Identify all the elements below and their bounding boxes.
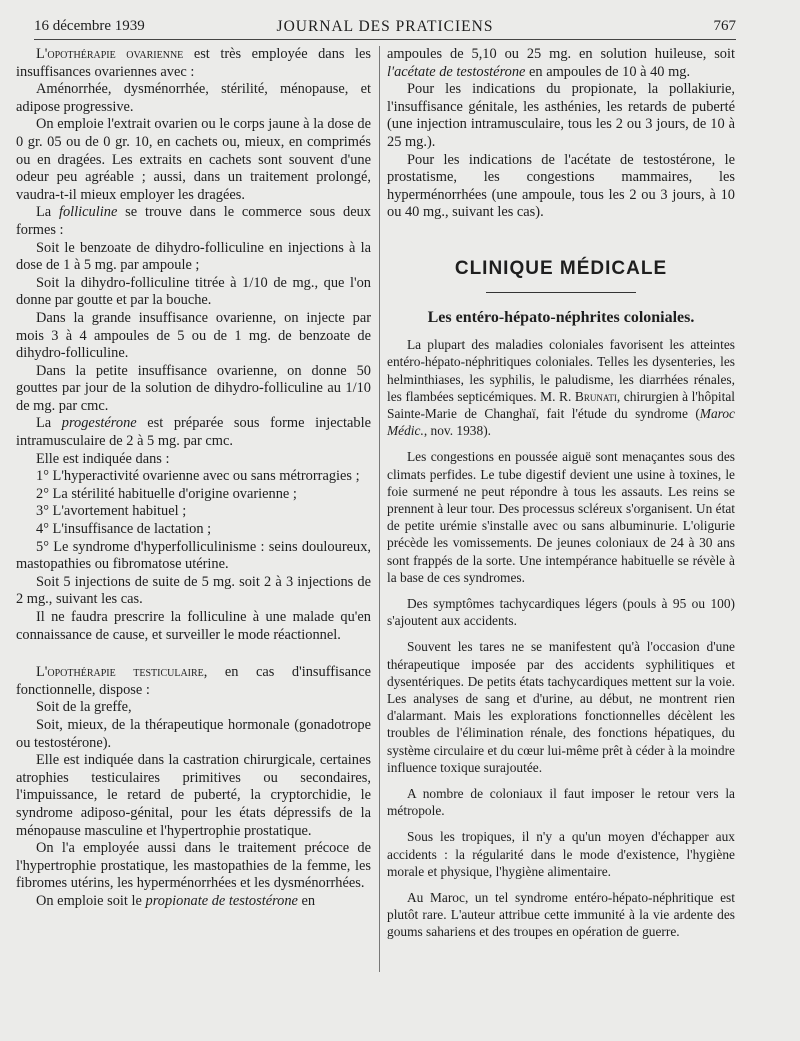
right-column <box>387 46 735 941</box>
paragraph: Des symptômes tachycardiques légers (pouls à 95 ou 100) s'ajoutent aux accidents. <box>387 595 735 629</box>
list-item: 3° L'avortement habituel ; <box>36 503 187 520</box>
paragraph: Pour les indications du propionate, la pollakiurie, l'insuffisance génitale, les asthénies, les retards de puberté (une injection intramusculaire, tous les 2 ou 3 jours, de 10 à 25 mg.). <box>387 81 735 150</box>
article-title: Les entéro-hépato-néphrites coloniales. <box>427 308 695 326</box>
paragraph: Soit de la greffe, <box>36 699 132 716</box>
author-name: Brunati <box>574 388 617 404</box>
section-heading: CLINIQUE MÉDICALE <box>454 257 668 279</box>
section-lead: L'opothérapie ovarienne <box>36 46 184 62</box>
list-item: 1° L'hyperactivité ovarienne avec ou sans métrorragies ; <box>36 468 360 485</box>
header-page-number: 767 <box>713 18 736 34</box>
article-body <box>387 336 735 941</box>
paragraph: L'opothérapie testiculaire, en cas d'insuffisance fonctionnelle, dispose : <box>16 664 371 698</box>
paragraph: Soit 5 injections de suite de 5 mg. soit 2 à 3 injections de 2 mg., suivant les cas. <box>16 573 371 608</box>
section-rule <box>486 292 636 293</box>
column-divider <box>379 46 380 972</box>
paragraph: L'opothérapie ovarienne est très employée dans les insuffisances ovariennes avec : <box>16 46 372 80</box>
paragraph: La progestérone est préparée sous forme injectable intramusculaire de 2 à 5 mg. par cmc. <box>16 415 371 450</box>
paragraph: Pour les indications de l'acétate de testostérone, le prostatisme, les congestions mammaires, les hyperménorrhées (une ampoule, tous les 2 ou 3 jours, à 10 ou 40 mg., suivant les cas). <box>387 151 735 221</box>
header-rule <box>34 39 736 40</box>
paragraph: La folliculine se trouve dans le commerce sous deux formes : <box>16 204 371 238</box>
paragraph: Elle est indiquée dans : <box>36 450 170 467</box>
paragraph: Soit le benzoate de dihydro-folliculine en injections à la dose de 1 à 5 mg. par ampoule ; <box>16 239 371 274</box>
paragraph: Aménorrhée, dysménorrhée, stérilité, ménopause, et adipose progressive. <box>16 81 371 115</box>
header-journal-title: JOURNAL DES PRATICIENS <box>276 18 494 35</box>
paragraph: Elle est indiquée dans la castration chirurgicale, certaines atrophies testiculaires primitives ou secondaires, l'impuissance, le retard de puberté, la cryptorchidie, le syndrome adiposo-génital, pour les états dépressifs de la ménopause masculine et l'hypertrophie prostatique. <box>16 752 371 839</box>
paragraph: Dans la petite insuffisance ovarienne, on donne 50 gouttes par jour de la solution de dihydro-folliculine au 1/10 de mg. par cmc. <box>16 362 371 414</box>
paragraph: Soit, mieux, de la thérapeutique hormonale (gonadotrope ou testostérone). <box>16 716 371 751</box>
paragraph: Il ne faudra prescrire la folliculine à une malade qu'en connaissance de cause, et surveiller le mode réactionnel. <box>16 609 371 643</box>
paragraph: Au Maroc, un tel syndrome entéro-hépato-néphritique est plutôt rare. L'auteur attribue cette immunité à la vie ardente des goums sahariens et des troupes en opération de guerre. <box>387 890 735 940</box>
paragraph: Dans la grande insuffisance ovarienne, on injecte par mois 3 à 4 ampoules de 5 ou de 1 mg. de benzoate de dihydro-folliculine. <box>16 309 371 362</box>
paragraph: Souvent les tares ne se manifestent qu'à l'occasion d'une thérapeutique imposée par des accidents syphilitiques et dysentériques. De petits états tachycardiques mettent sur la voie. Les analyses de sang et d'urine, au début, ne montrent rien d'alarmant. Mais les explorations fonctionnelles décèlent les troubles de l'élimination rénale, des fonctions hépatiques, du système circulaire et du cœur lui-même prêt à céder à la moindre influence toxique surajoutée. <box>387 639 735 775</box>
header-date: 16 décembre 1939 <box>34 18 145 34</box>
paragraph: La plupart des maladies coloniales favorisent les atteintes entéro-hépato-néphritiques coloniales. Telles les dysenteries, les helminthiases, les syphilis, le paludisme, les diarrhées rénales, les flambées septicémiques. M. R. Brunati, chirurgien à l'hôpital Sainte-Marie de Changhaï, fait l'étude du syndrome (Maroc Médic., nov. 1938). <box>387 337 735 439</box>
list-item: 5° Le syndrome d'hyperfolliculinisme : seins douloureux, mastopathies ou fibromatose utérine. <box>16 538 371 573</box>
paragraph: On emploie soit le propionate de testostérone en <box>36 892 316 909</box>
running-header <box>34 14 736 40</box>
paragraph: Les congestions en poussée aiguë sont menaçantes sous des climats perfides. Le tube digestif devient une usine à toxines, le foie surmené ne peut répondre à tous les assauts. Les reins se prennent à leur tour. Des processus scléreux s'organisent. Un état de petite urémie s'installe avec ou sans albuminurie. L'oligurie précède les vomissements. De jeunes coloniaux de 24 à 30 ans sont frappés de la sorte. Une intempérance habituelle se révèle à la base de ces syndromes. <box>387 449 735 585</box>
paragraph: ampoules de 5,10 ou 25 mg. en solution huileuse, soit l'acétate de testostérone en ampoules de 10 à 40 mg. <box>387 46 735 80</box>
paragraph: On emploie l'extrait ovarien ou le corps jaune à la dose de 0 gr. 05 ou de 0 gr. 10, en cachets ou, mieux, en comprimés ou en dragées. Les extraits en cachets sont souvent d'une odeur peu agréable ; aussi, dans un traitement prolongé, vaudra-t-il mieux employer les dragées. <box>16 116 371 203</box>
left-column <box>16 46 371 911</box>
paragraph: Soit la dihydro-folliculine titrée à 1/10 de mg., que l'on donne par goutte et par la bouche. <box>16 274 371 309</box>
paragraph: Sous les tropiques, il n'y a qu'un moyen d'échapper aux accidents : la régularité dans le mode d'existence, l'hygiène morale et physique, l'hygiène alimentaire. <box>387 829 735 879</box>
list-item: 2° La stérilité habituelle d'origine ovarienne ; <box>36 485 297 502</box>
list-item: 4° L'insuffisance de lactation ; <box>36 521 212 538</box>
paragraph: A nombre de coloniaux il faut imposer le retour vers la métropole. <box>387 786 735 819</box>
section-lead: L'opothérapie testiculaire <box>36 664 204 681</box>
paragraph: On l'a employée aussi dans le traitement précoce de l'hypertrophie prostatique, les mastopathies de la femme, les fibromes utérins, les hyperménorrhées et les dysménorrhées. <box>16 840 371 892</box>
citation: Maroc Médic. <box>387 405 735 439</box>
